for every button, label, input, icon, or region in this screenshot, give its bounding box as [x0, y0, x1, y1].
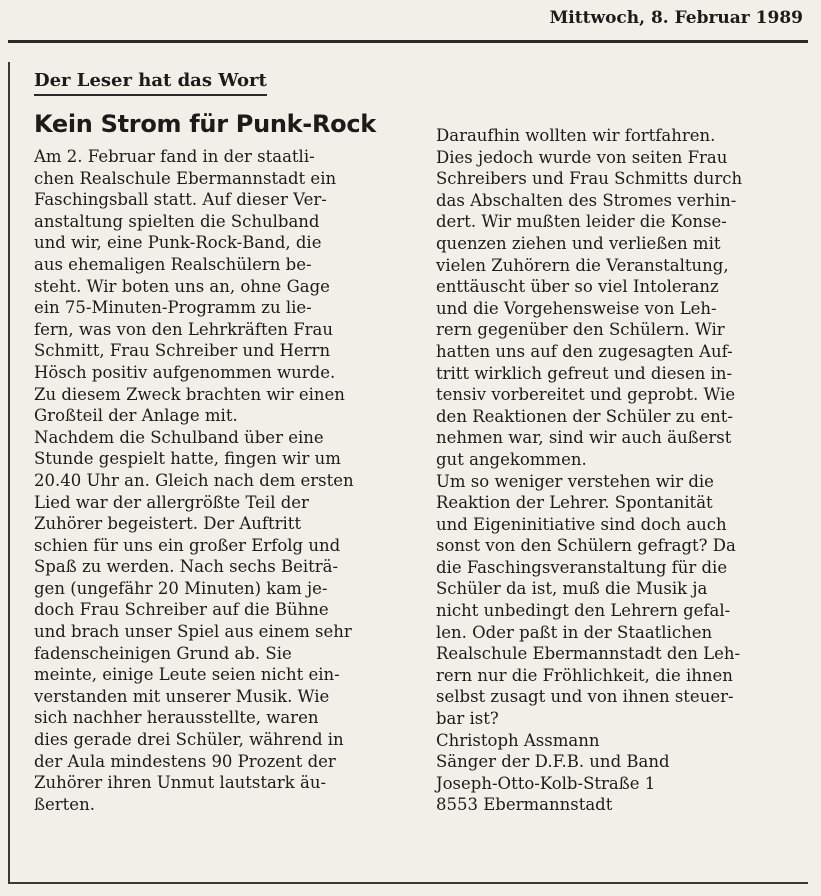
issue-date: Mittwoch, 8. Februar 1989	[549, 8, 803, 28]
paragraph: Am 2. Februar fand in der staatli- chen Realschule Ebermannstadt ein Faschingsball statt. Auf dieser Ver- anstaltung spielten die Schulband und wir, eine Punk-Rock-Band, die aus ehemaligen Realschülern be- steht. Wir boten uns an, ohne Gage ein 75-Minuten-Programm zu lie- fern, was von den Lehrkräften Frau Schmitt, Frau Schreiber und Herrn Hösch positiv aufgenommen wurde. Zu diesem Zweck brachten wir einen Großteil der Anlage mit.	[34, 147, 345, 426]
section-label: Der Leser hat das Wort	[34, 70, 267, 96]
signature-name: Christoph Assmann	[436, 730, 600, 750]
footer-rule	[8, 882, 808, 884]
article-headline: Kein Strom für Punk-Rock	[34, 110, 376, 138]
signature-city: 8553 Ebermannstadt	[436, 795, 613, 815]
paragraph: Nachdem die Schulband über eine Stunde gespielt hatte, fingen wir um 20.40 Uhr an. Gleich nach dem ersten Lied war der allergrößte Teil der Zuhörer begeistert. Der Auftritt schien für uns ein großer Erfolg und Spaß zu werden. Nach sechs Beiträ- gen (ungefähr 20 Minuten) kam je- doch Frau Schreiber auf die Bühne und brach unser Spiel aus einem sehr fadenscheinigen Grund ab. Sie meinte, einige Leute seien nicht ein- verstanden mit unserer Musik. Wie sich nachher herausstellte, waren dies gerade drei Schüler, während in der Aula mindestens 90 Prozent der Zuhörer ihren Unmut lautstark äu- ßerten.	[34, 427, 354, 814]
paragraph: Daraufhin wollten wir fortfahren. Dies jedoch wurde von seiten Frau Schreibers und Frau Schmitts durch das Abschalten des Stromes verhin- dert. Wir mußten leider die Konse- quenzen ziehen und verließen mit vielen Zuhörern die Veranstaltung, enttäuscht über so viel Intoleranz und die Vorgehensweise von Leh- rern gegenüber den Schülern. Wir hatten uns auf den zugesagten Auf- tritt wirklich gefreut und diesen in- tensiv vorbereitet und geprobt. Wie den Reaktionen der Schüler zu ent- nehmen war, sind wir auch äußerst gut angekommen.	[436, 126, 743, 469]
article-column-right	[436, 125, 808, 816]
header-rule	[8, 40, 808, 43]
signature-role: Sänger der D.F.B. und Band	[436, 752, 670, 772]
column-frame	[8, 62, 10, 882]
article-column-left	[34, 146, 414, 815]
paragraph: Um so weniger verstehen wir die Reaktion der Lehrer. Spontanität und Eigeninitiative sind doch auch sonst von den Schülern gefragt? Da die Faschingsveranstaltung für die Schüler da ist, muß die Musik ja nicht unbedingt den Lehrern gefal- len. Oder paßt in der Staatlichen Realschule Ebermannstadt den Leh- rern nur die Fröhlichkeit, die ihnen selbst zusagt und von ihnen steuer- bar ist?	[436, 471, 741, 729]
signature-street: Joseph-Otto-Kolb-Straße 1	[436, 773, 656, 793]
